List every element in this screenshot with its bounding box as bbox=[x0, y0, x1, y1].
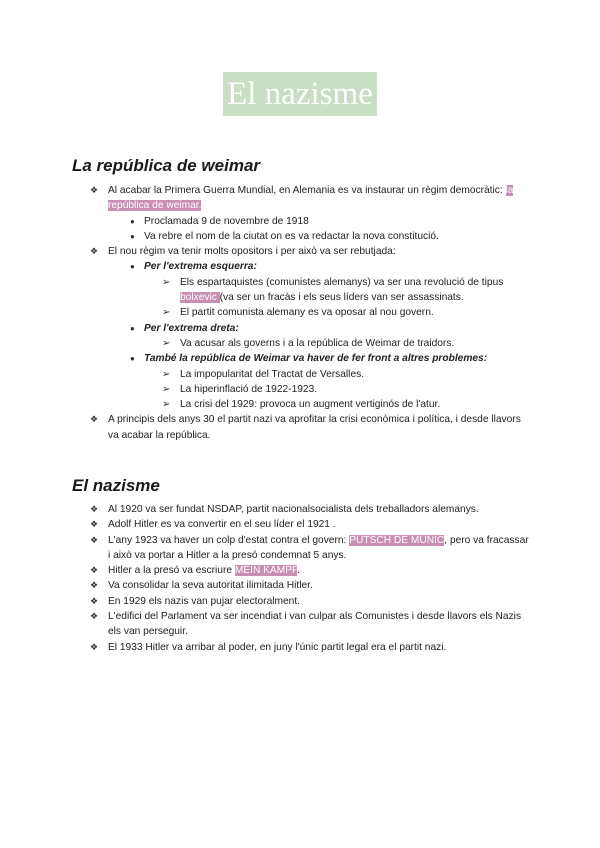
diamond-bullet-icon: ❖ bbox=[90, 534, 99, 545]
section-heading-weimar: La república de weimar bbox=[72, 156, 261, 175]
list-item: ● Proclamada 9 de novembre de 1918 bbox=[0, 214, 600, 229]
list-item: ❖ El 1933 Hitler va arribar al poder, en juny l'únic partit legal era el partit nazi. bbox=[0, 640, 600, 655]
section-heading-nazisme: El nazisme bbox=[72, 476, 160, 495]
arrow-bullet-icon: ➢ bbox=[162, 399, 171, 411]
list-item: ➢ Va acusar als governs i a la república de Weimar de traidors. bbox=[0, 336, 600, 351]
dot-bullet-icon: ● bbox=[130, 354, 135, 364]
list-item: ❖ Al 1920 va ser fundat NSDAP, partit nacionalsocialista dels treballadors alemanys. bbox=[0, 502, 600, 517]
highlight: bolxevic bbox=[180, 292, 220, 304]
list-item: ❖ Va consolidar la seva autoritat ilimitada Hitler. bbox=[0, 578, 600, 593]
list-item: ● Va rebre el nom de la ciutat on es va redactar la nova constitució. bbox=[0, 229, 600, 244]
dot-bullet-icon: ● bbox=[130, 323, 135, 333]
weimar-list bbox=[0, 183, 600, 443]
highlight: MEIN KAMPF bbox=[234, 565, 298, 577]
list-item: ● Per l'extrema esquerra: bbox=[0, 259, 600, 274]
diamond-bullet-icon: ❖ bbox=[90, 519, 99, 530]
diamond-bullet-icon: ❖ bbox=[90, 580, 99, 591]
list-item: ➢ La crisi del 1929: provoca un augment vertiginós de l'atur. bbox=[0, 397, 600, 412]
list-item: ➢ La hiperinflació de 1922-1923. bbox=[0, 382, 600, 397]
diamond-bullet-icon: ❖ bbox=[90, 611, 99, 622]
list-item: ➢ La impopularitat del Tractat de Versalles. bbox=[0, 367, 600, 382]
arrow-bullet-icon: ➢ bbox=[162, 337, 171, 349]
dot-bullet-icon: ● bbox=[130, 262, 135, 272]
list-item: ❖ El nou règim va tenir molts opositors i per això va ser rebutjada: bbox=[0, 244, 600, 259]
arrow-bullet-icon: ➢ bbox=[162, 276, 171, 288]
nazisme-list bbox=[0, 502, 600, 655]
list-item: ➢ Els espartaquistes (comunistes alemanys) va ser una revolució de tipus bolxevic (va ser un fracàs i els seus líders van ser assassinats. bbox=[162, 276, 504, 304]
diamond-bullet-icon: ❖ bbox=[90, 504, 99, 514]
list-item: ❖ L'any 1923 va haver un colp d'estat contra el govern: PUTSCH DE MUNIC, pero va fracassar i això va portar a Hitler a la presó condemnat 5 anys. bbox=[90, 534, 529, 561]
diamond-bullet-icon: ❖ bbox=[90, 565, 99, 576]
diamond-bullet-icon: ❖ bbox=[90, 641, 99, 652]
list-item: ❖ L'edifici del Parlament va ser incendiat i van culpar als Comunistes i desde llavors els Nazis els van perseguir. bbox=[90, 611, 522, 638]
list-item: ❖ Al acabar la Primera Guerra Mundial, en Alemania es va instaurar un règim democràtic: la república de weimar. bbox=[90, 185, 514, 212]
diamond-bullet-icon: ❖ bbox=[90, 595, 99, 606]
list-item: ➢ El partit comunista alemany es va oposar al nou govern. bbox=[0, 305, 600, 320]
diamond-bullet-icon: ❖ bbox=[90, 185, 99, 195]
dot-bullet-icon: ● bbox=[130, 231, 135, 241]
list-item: ● Per l'extrema dreta: bbox=[0, 321, 600, 336]
page-title: El nazisme bbox=[223, 72, 377, 116]
highlight: PUTSCH DE MUNIC bbox=[349, 534, 445, 546]
diamond-bullet-icon: ❖ bbox=[90, 246, 99, 257]
arrow-bullet-icon: ➢ bbox=[162, 383, 171, 395]
diamond-bullet-icon: ❖ bbox=[90, 414, 99, 425]
list-item: ● També la república de Weimar va haver de fer front a altres problemes: bbox=[0, 351, 600, 366]
list-item: ❖ Hitler a la presó va escriure MEIN KAMPF. bbox=[0, 563, 600, 578]
list-item: ❖ A principis dels anys 30 el partit nazi va aprofitar la crisi econòmica i política, i desde llavors va acabar la república. bbox=[90, 414, 521, 441]
list-item: ❖ En 1929 els nazis van pujar electoralment. bbox=[0, 594, 600, 609]
dot-bullet-icon: ● bbox=[130, 216, 135, 226]
arrow-bullet-icon: ➢ bbox=[162, 307, 171, 319]
highlight: la república de weimar. bbox=[108, 185, 514, 212]
arrow-bullet-icon: ➢ bbox=[162, 368, 171, 380]
list-item: ❖ Adolf Hitler es va convertir en el seu líder el 1921 . bbox=[0, 517, 600, 532]
